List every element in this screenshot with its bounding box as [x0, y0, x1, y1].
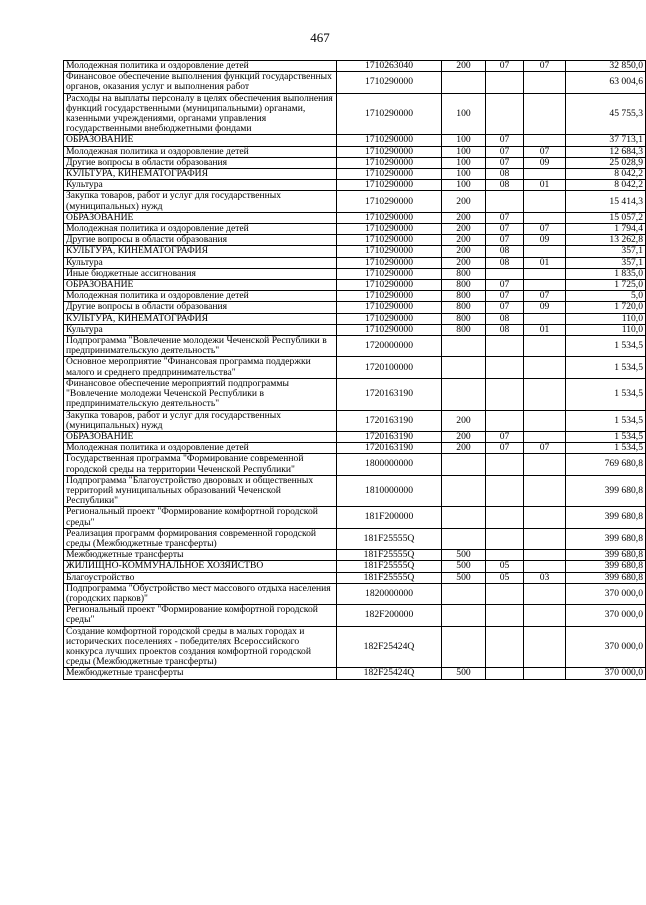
row-rz-cell — [486, 550, 524, 561]
row-csr-cell: 1720000000 — [337, 336, 442, 357]
row-sum-cell: 8 042,2 — [566, 169, 646, 180]
row-name-cell: Подпрограмма "Обустройство мест массового отдыха населения (городских парков)" — [64, 583, 337, 604]
row-sum-cell: 399 680,8 — [566, 528, 646, 549]
row-csr-cell: 1710290000 — [337, 268, 442, 279]
row-csr-cell: 1710290000 — [337, 135, 442, 146]
table-row — [64, 146, 646, 157]
row-name-cell: Культура — [64, 324, 337, 335]
row-name-cell: ОБРАЗОВАНИЕ — [64, 280, 337, 291]
row-rz-cell: 07 — [486, 235, 524, 246]
row-csr-cell: 1710290000 — [337, 180, 442, 191]
row-name-cell: Финансовое обеспечение мероприятий подпрограммы "Вовлечение молодежи Чеченской Республики в предпринимательскую деятельность" — [64, 378, 337, 410]
table-row — [64, 235, 646, 246]
row-rz-cell — [486, 336, 524, 357]
row-csr-cell: 1710290000 — [337, 212, 442, 223]
row-sum-cell: 370 000,0 — [566, 605, 646, 626]
row-sum-cell: 15 414,3 — [566, 191, 646, 212]
row-csr-cell: 1710290000 — [337, 224, 442, 235]
budget-table — [63, 60, 646, 680]
row-pr-cell — [524, 550, 566, 561]
row-name-cell: Реализация программ формирования современной городской среды (Межбюджетные трансферты) — [64, 528, 337, 549]
page-number: 467 — [310, 30, 330, 45]
row-sum-cell: 399 680,8 — [566, 572, 646, 583]
row-name-cell: Иные бюджетные ассигнования — [64, 268, 337, 279]
row-csr-cell: 1710290000 — [337, 257, 442, 268]
table-row — [64, 454, 646, 475]
row-rz-cell: 07 — [486, 224, 524, 235]
table-row — [64, 191, 646, 212]
row-sum-cell: 1 534,5 — [566, 336, 646, 357]
table-row — [64, 280, 646, 291]
row-rz-cell — [486, 583, 524, 604]
row-vr-cell: 200 — [442, 191, 486, 212]
row-pr-cell — [524, 313, 566, 324]
row-sum-cell: 1 534,5 — [566, 443, 646, 454]
row-sum-cell: 12 684,3 — [566, 146, 646, 157]
row-name-cell: Региональный проект "Формирование комфортной городской среды" — [64, 507, 337, 528]
row-rz-cell — [486, 454, 524, 475]
row-csr-cell: 1710290000 — [337, 146, 442, 157]
row-vr-cell: 200 — [442, 61, 486, 72]
row-vr-cell — [442, 475, 486, 507]
row-pr-cell — [524, 93, 566, 135]
row-sum-cell: 1 534,5 — [566, 410, 646, 431]
row-sum-cell: 1 534,5 — [566, 357, 646, 378]
row-name-cell: Молодежная политика и оздоровление детей — [64, 224, 337, 235]
row-pr-cell — [524, 280, 566, 291]
row-name-cell: ОБРАЗОВАНИЕ — [64, 431, 337, 442]
row-name-cell: Молодежная политика и оздоровление детей — [64, 291, 337, 302]
row-pr-cell — [524, 605, 566, 626]
row-rz-cell — [486, 357, 524, 378]
row-name-cell: Другие вопросы в области образования — [64, 235, 337, 246]
row-name-cell: Закупка товаров, работ и услуг для государственных (муниципальных) нужд — [64, 410, 337, 431]
row-name-cell: Закупка товаров, работ и услуг для государственных (муниципальных) нужд — [64, 191, 337, 212]
table-row — [64, 169, 646, 180]
row-sum-cell: 25 028,9 — [566, 157, 646, 168]
table-row — [64, 528, 646, 549]
row-name-cell: Финансовое обеспечение выполнения функций государственных органов, оказания услуг и выполнения работ — [64, 72, 337, 93]
row-csr-cell: 1800000000 — [337, 454, 442, 475]
row-vr-cell: 100 — [442, 169, 486, 180]
row-sum-cell: 1 835,0 — [566, 268, 646, 279]
table-row — [64, 572, 646, 583]
row-vr-cell — [442, 626, 486, 668]
row-name-cell: Государственная программа "Формирование современной городской среды на территории Чеченской Республики" — [64, 454, 337, 475]
row-pr-cell — [524, 378, 566, 410]
row-sum-cell: 370 000,0 — [566, 626, 646, 668]
table-row — [64, 302, 646, 313]
table-row — [64, 93, 646, 135]
row-pr-cell: 09 — [524, 235, 566, 246]
row-pr-cell: 07 — [524, 291, 566, 302]
row-csr-cell: 1710290000 — [337, 157, 442, 168]
row-rz-cell — [486, 410, 524, 431]
row-pr-cell: 09 — [524, 302, 566, 313]
row-rz-cell — [486, 626, 524, 668]
row-name-cell: КУЛЬТУРА, КИНЕМАТОГРАФИЯ — [64, 246, 337, 257]
row-rz-cell — [486, 378, 524, 410]
table-row — [64, 357, 646, 378]
row-rz-cell — [486, 93, 524, 135]
row-sum-cell: 45 755,3 — [566, 93, 646, 135]
row-name-cell: Расходы на выплаты персоналу в целях обеспечения выполнения функций государственными (муниципальными) органами, казенными учреждениями, органами управления государственными внебюджетными фондами — [64, 93, 337, 135]
row-rz-cell: 07 — [486, 212, 524, 223]
row-csr-cell: 182F25424Q — [337, 668, 442, 679]
row-csr-cell: 181F25555Q — [337, 550, 442, 561]
row-sum-cell: 370 000,0 — [566, 668, 646, 679]
row-pr-cell: 07 — [524, 61, 566, 72]
table-row — [64, 583, 646, 604]
row-csr-cell: 1710290000 — [337, 302, 442, 313]
row-rz-cell: 07 — [486, 291, 524, 302]
row-pr-cell — [524, 268, 566, 279]
row-csr-cell: 1710290000 — [337, 313, 442, 324]
row-sum-cell: 399 680,8 — [566, 475, 646, 507]
row-rz-cell: 08 — [486, 257, 524, 268]
row-sum-cell: 110,0 — [566, 324, 646, 335]
row-csr-cell: 1710290000 — [337, 191, 442, 212]
table-row — [64, 443, 646, 454]
row-vr-cell: 100 — [442, 93, 486, 135]
row-vr-cell: 800 — [442, 280, 486, 291]
table-row — [64, 378, 646, 410]
row-sum-cell: 1 725,0 — [566, 280, 646, 291]
table-row — [64, 475, 646, 507]
row-sum-cell: 357,1 — [566, 246, 646, 257]
row-csr-cell: 1810000000 — [337, 475, 442, 507]
row-sum-cell: 1 534,5 — [566, 378, 646, 410]
row-pr-cell: 01 — [524, 257, 566, 268]
row-csr-cell: 181F25555Q — [337, 572, 442, 583]
row-name-cell: ОБРАЗОВАНИЕ — [64, 135, 337, 146]
row-name-cell: Межбюджетные трансферты — [64, 550, 337, 561]
row-pr-cell — [524, 431, 566, 442]
row-sum-cell: 1 534,5 — [566, 431, 646, 442]
row-pr-cell — [524, 561, 566, 572]
table-row — [64, 224, 646, 235]
row-csr-cell: 1720163190 — [337, 431, 442, 442]
row-csr-cell: 1710290000 — [337, 324, 442, 335]
row-csr-cell: 181F25555Q — [337, 561, 442, 572]
row-csr-cell: 1710263040 — [337, 61, 442, 72]
row-csr-cell: 182F25424Q — [337, 626, 442, 668]
row-name-cell: Молодежная политика и оздоровление детей — [64, 443, 337, 454]
row-rz-cell: 08 — [486, 313, 524, 324]
row-name-cell: Межбюджетные трансферты — [64, 668, 337, 679]
row-name-cell: Молодежная политика и оздоровление детей — [64, 146, 337, 157]
table-row — [64, 157, 646, 168]
row-csr-cell: 182F200000 — [337, 605, 442, 626]
row-sum-cell: 32 850,0 — [566, 61, 646, 72]
row-name-cell: Создание комфортной городской среды в малых городах и исторических поселениях - победителях Всероссийского конкурса лучших проектов создания комфортной городской среды (Межбюджетные трансферты) — [64, 626, 337, 668]
table-row — [64, 431, 646, 442]
table-row — [64, 507, 646, 528]
row-pr-cell: 07 — [524, 224, 566, 235]
budget-table-body — [64, 61, 646, 680]
row-name-cell: КУЛЬТУРА, КИНЕМАТОГРАФИЯ — [64, 169, 337, 180]
row-sum-cell: 399 680,8 — [566, 550, 646, 561]
row-vr-cell: 200 — [442, 212, 486, 223]
row-sum-cell: 5,0 — [566, 291, 646, 302]
row-pr-cell: 01 — [524, 180, 566, 191]
row-name-cell: Другие вопросы в области образования — [64, 302, 337, 313]
row-pr-cell: 07 — [524, 146, 566, 157]
row-vr-cell: 500 — [442, 550, 486, 561]
table-row — [64, 246, 646, 257]
row-vr-cell — [442, 605, 486, 626]
row-csr-cell: 1720100000 — [337, 357, 442, 378]
row-rz-cell: 08 — [486, 324, 524, 335]
row-vr-cell: 100 — [442, 135, 486, 146]
row-rz-cell: 07 — [486, 443, 524, 454]
row-sum-cell: 63 004,6 — [566, 72, 646, 93]
row-sum-cell: 1 720,0 — [566, 302, 646, 313]
row-sum-cell: 769 680,8 — [566, 454, 646, 475]
row-vr-cell: 800 — [442, 324, 486, 335]
row-vr-cell: 200 — [442, 431, 486, 442]
table-row — [64, 268, 646, 279]
row-rz-cell: 08 — [486, 169, 524, 180]
row-sum-cell: 37 713,1 — [566, 135, 646, 146]
row-name-cell: Региональный проект "Формирование комфортной городской среды" — [64, 605, 337, 626]
row-vr-cell: 800 — [442, 313, 486, 324]
row-name-cell: ОБРАЗОВАНИЕ — [64, 212, 337, 223]
row-rz-cell: 05 — [486, 561, 524, 572]
row-pr-cell: 01 — [524, 324, 566, 335]
row-vr-cell — [442, 336, 486, 357]
row-vr-cell: 800 — [442, 302, 486, 313]
row-pr-cell — [524, 191, 566, 212]
row-vr-cell: 500 — [442, 561, 486, 572]
row-sum-cell: 1 794,4 — [566, 224, 646, 235]
row-pr-cell — [524, 72, 566, 93]
row-rz-cell: 08 — [486, 246, 524, 257]
row-rz-cell — [486, 528, 524, 549]
row-name-cell: Основное мероприятие "Финансовая программа поддержки малого и среднего предпринимательства" — [64, 357, 337, 378]
row-vr-cell: 500 — [442, 668, 486, 679]
row-vr-cell — [442, 72, 486, 93]
row-name-cell: Культура — [64, 180, 337, 191]
row-vr-cell: 200 — [442, 410, 486, 431]
row-sum-cell: 15 057,2 — [566, 212, 646, 223]
row-vr-cell — [442, 378, 486, 410]
row-rz-cell: 07 — [486, 61, 524, 72]
row-rz-cell — [486, 72, 524, 93]
row-csr-cell: 181F200000 — [337, 507, 442, 528]
row-name-cell: КУЛЬТУРА, КИНЕМАТОГРАФИЯ — [64, 313, 337, 324]
row-sum-cell: 13 262,8 — [566, 235, 646, 246]
table-row — [64, 212, 646, 223]
row-name-cell: Культура — [64, 257, 337, 268]
row-pr-cell — [524, 410, 566, 431]
row-name-cell: Молодежная политика и оздоровление детей — [64, 61, 337, 72]
table-row — [64, 257, 646, 268]
row-vr-cell: 100 — [442, 157, 486, 168]
row-vr-cell — [442, 454, 486, 475]
row-vr-cell: 500 — [442, 572, 486, 583]
table-row — [64, 561, 646, 572]
row-vr-cell: 200 — [442, 224, 486, 235]
row-vr-cell — [442, 357, 486, 378]
row-rz-cell: 07 — [486, 157, 524, 168]
row-rz-cell: 07 — [486, 135, 524, 146]
row-csr-cell: 1720163190 — [337, 443, 442, 454]
row-vr-cell — [442, 583, 486, 604]
row-vr-cell: 800 — [442, 268, 486, 279]
row-name-cell: ЖИЛИЩНО-КОММУНАЛЬНОЕ ХОЗЯЙСТВО — [64, 561, 337, 572]
row-pr-cell: 09 — [524, 157, 566, 168]
row-vr-cell: 100 — [442, 146, 486, 157]
row-sum-cell: 370 000,0 — [566, 583, 646, 604]
row-rz-cell: 07 — [486, 302, 524, 313]
row-pr-cell — [524, 583, 566, 604]
row-vr-cell: 200 — [442, 257, 486, 268]
row-vr-cell: 200 — [442, 246, 486, 257]
row-name-cell: Подпрограмма "Вовлечение молодежи Чеченской Республики в предпринимательскую деятельность" — [64, 336, 337, 357]
row-vr-cell: 200 — [442, 443, 486, 454]
row-vr-cell — [442, 507, 486, 528]
table-row — [64, 410, 646, 431]
row-vr-cell: 100 — [442, 180, 486, 191]
row-csr-cell: 1710290000 — [337, 72, 442, 93]
row-rz-cell: 07 — [486, 146, 524, 157]
row-sum-cell: 357,1 — [566, 257, 646, 268]
row-vr-cell: 200 — [442, 235, 486, 246]
table-row — [64, 668, 646, 679]
row-rz-cell — [486, 668, 524, 679]
row-sum-cell: 110,0 — [566, 313, 646, 324]
row-rz-cell — [486, 268, 524, 279]
row-rz-cell: 07 — [486, 280, 524, 291]
table-row — [64, 626, 646, 668]
row-name-cell: Другие вопросы в области образования — [64, 157, 337, 168]
row-pr-cell — [524, 626, 566, 668]
row-csr-cell: 1820000000 — [337, 583, 442, 604]
row-csr-cell: 1710290000 — [337, 291, 442, 302]
row-rz-cell — [486, 605, 524, 626]
row-rz-cell — [486, 475, 524, 507]
row-sum-cell: 399 680,8 — [566, 507, 646, 528]
table-row — [64, 72, 646, 93]
row-pr-cell — [524, 212, 566, 223]
row-csr-cell: 1710290000 — [337, 93, 442, 135]
row-name-cell: Благоустройство — [64, 572, 337, 583]
row-csr-cell: 1710290000 — [337, 246, 442, 257]
row-sum-cell: 399 680,8 — [566, 561, 646, 572]
row-pr-cell — [524, 336, 566, 357]
row-csr-cell: 1710290000 — [337, 169, 442, 180]
row-pr-cell — [524, 528, 566, 549]
row-csr-cell: 1720163190 — [337, 378, 442, 410]
row-csr-cell: 1720163190 — [337, 410, 442, 431]
row-pr-cell — [524, 507, 566, 528]
row-pr-cell — [524, 475, 566, 507]
row-sum-cell: 8 042,2 — [566, 180, 646, 191]
row-rz-cell — [486, 507, 524, 528]
row-rz-cell: 08 — [486, 180, 524, 191]
row-rz-cell: 07 — [486, 431, 524, 442]
row-csr-cell: 181F25555Q — [337, 528, 442, 549]
row-pr-cell — [524, 357, 566, 378]
table-row — [64, 313, 646, 324]
row-vr-cell — [442, 528, 486, 549]
row-pr-cell — [524, 246, 566, 257]
row-pr-cell — [524, 454, 566, 475]
table-row — [64, 324, 646, 335]
row-pr-cell: 07 — [524, 443, 566, 454]
row-rz-cell — [486, 191, 524, 212]
table-row — [64, 291, 646, 302]
row-vr-cell: 800 — [442, 291, 486, 302]
row-pr-cell: 03 — [524, 572, 566, 583]
table-row — [64, 336, 646, 357]
row-pr-cell — [524, 169, 566, 180]
table-row — [64, 61, 646, 72]
row-csr-cell: 1710290000 — [337, 280, 442, 291]
table-row — [64, 180, 646, 191]
row-pr-cell — [524, 668, 566, 679]
row-rz-cell: 05 — [486, 572, 524, 583]
row-name-cell: Подпрограмма "Благоустройство дворовых и общественных территорий муниципальных образований Чеченской Республики" — [64, 475, 337, 507]
row-csr-cell: 1710290000 — [337, 235, 442, 246]
table-row — [64, 135, 646, 146]
row-pr-cell — [524, 135, 566, 146]
table-row — [64, 605, 646, 626]
